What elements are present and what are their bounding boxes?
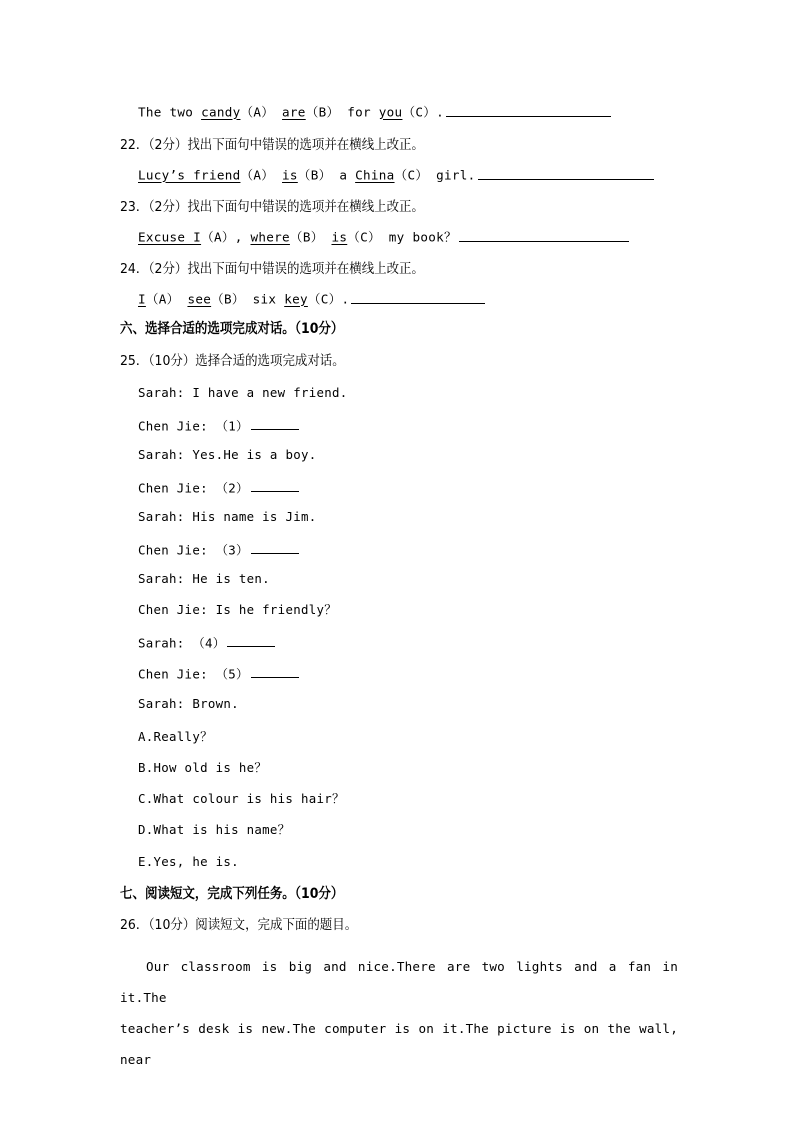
q23-underlined-word-2: where [250,229,290,245]
q24-text-1: （A） [145,291,188,307]
dialogue-speaker: Sarah: [138,509,185,524]
dialogue-answer-blank-3[interactable] [251,542,299,554]
question-25-prompt: 25．（10分）选择合适的选项完成对话。 [120,354,345,369]
q24-text-3: （C）. [307,291,350,307]
dialogue-answer-blank-5[interactable] [251,666,299,678]
dialogue-text: （1） [207,418,249,434]
q24-underlined-word-3: key [284,291,308,307]
q21-text-mid-1: （A） [240,104,283,120]
dialogue-text: I have a new friend. [184,385,348,400]
dialogue-line [138,387,348,399]
question-23-stem [138,229,629,244]
dialogue-line [138,480,299,495]
q23-underlined-word-3: is [331,229,348,245]
q21-text-pre: The two [138,104,202,120]
dialogue-speaker: Sarah: [138,635,185,651]
section-six-heading: 六、选择合适的选项完成对话。（10分） [120,321,344,337]
dialogue-text: Is he friendly？ [207,602,337,617]
q21-underlined-word-1: candy [201,104,241,120]
q22-text-1: （A） [240,167,283,183]
dialogue-line [138,511,316,523]
dialogue-speaker: Chen Jie: [138,666,208,682]
dialogue-line [138,635,275,650]
dialogue-line [138,449,316,461]
dialogue-speaker: Sarah: [138,696,185,711]
dialogue-answer-blank-4[interactable] [227,635,275,647]
q24-answer-blank[interactable] [351,291,485,304]
q21-underlined-word-3: you [378,104,403,120]
question-24-prompt: 24．（2分）找出下面句中错误的选项并在横线上改正。 [120,262,424,277]
dialogue-line [138,666,299,681]
question-22-prompt: 22．（2分）找出下面句中错误的选项并在横线上改正。 [120,138,424,153]
dialogue-text: （2） [207,480,249,496]
q22-underlined-word-2: is [282,167,298,183]
dialogue-text: （5） [207,666,249,682]
option-c[interactable]: C.What colour is his hair？ [138,791,345,806]
dialogue-speaker: Chen Jie: [138,480,208,496]
q22-answer-blank[interactable] [478,167,654,180]
section-seven-heading: 七、阅读短文，完成下列任务。（10分） [120,886,344,902]
dialogue-text: His name is Jim. [184,509,317,524]
q23-underlined-word-1: Excuse I [138,229,202,245]
dialogue-speaker: Sarah: [138,571,185,586]
option-d[interactable]: D.What is his name？ [138,822,291,837]
q21-text-mid-3: （C）. [402,104,445,120]
question-22-stem [138,167,654,182]
question-23-prompt: 23．（2分）找出下面句中错误的选项并在横线上改正。 [120,200,424,215]
dialogue-answer-blank-2[interactable] [251,480,299,492]
passage-line: Our classroom is big and nice.There are two lights and a fan in it.The [120,959,678,1005]
dialogue-line [138,542,299,557]
q22-text-2: （B） a [297,167,356,183]
option-b[interactable]: B.How old is he？ [138,760,268,775]
dialogue-answer-blank-1[interactable] [251,418,299,430]
dialogue-text: （3） [207,542,249,558]
dialogue-speaker: Chen Jie: [138,602,208,617]
dialogue-speaker: Sarah: [138,385,185,400]
q22-underlined-word-1: Lucy’s friend [138,167,241,183]
passage-line: teacher’s desk is new.The computer is on it.The picture is on the wall, near [120,1021,678,1067]
option-a[interactable]: A.Really？ [138,729,213,744]
q21-underlined-word-2: are [282,104,306,120]
q22-underlined-word-3: China [355,167,395,183]
question-21-stem [138,104,611,119]
dialogue-line [138,698,239,710]
q23-text-1: （A）, [201,229,251,245]
question-26-prompt: 26．（10分）阅读短文，完成下面的题目。 [120,918,358,933]
dialogue-text: （4） [184,635,226,651]
q24-text-2: （B） six [211,291,285,307]
q23-text-3: （C） my book？ [347,229,457,245]
dialogue-line [138,573,270,585]
q24-underlined-word-1: I [138,291,146,307]
q21-text-mid-2: （B） for [305,104,379,120]
option-e[interactable]: E.Yes, he is. [138,854,239,869]
dialogue-line [138,418,299,433]
q23-text-2: （B） [289,229,332,245]
q24-underlined-word-2: see [187,291,212,307]
reading-passage [120,951,678,1075]
dialogue-text: Brown. [184,696,239,711]
question-24-stem [138,291,485,306]
dialogue-text: Yes.He is a boy. [184,447,317,462]
q22-text-3: （C） girl. [394,167,476,183]
dialogue-speaker: Sarah: [138,447,185,462]
dialogue-speaker: Chen Jie: [138,542,208,558]
dialogue-speaker: Chen Jie: [138,418,208,434]
dialogue-text: He is ten. [184,571,270,586]
dialogue-line [138,604,337,616]
q23-answer-blank[interactable] [459,229,629,242]
q21-answer-blank[interactable] [446,104,611,117]
